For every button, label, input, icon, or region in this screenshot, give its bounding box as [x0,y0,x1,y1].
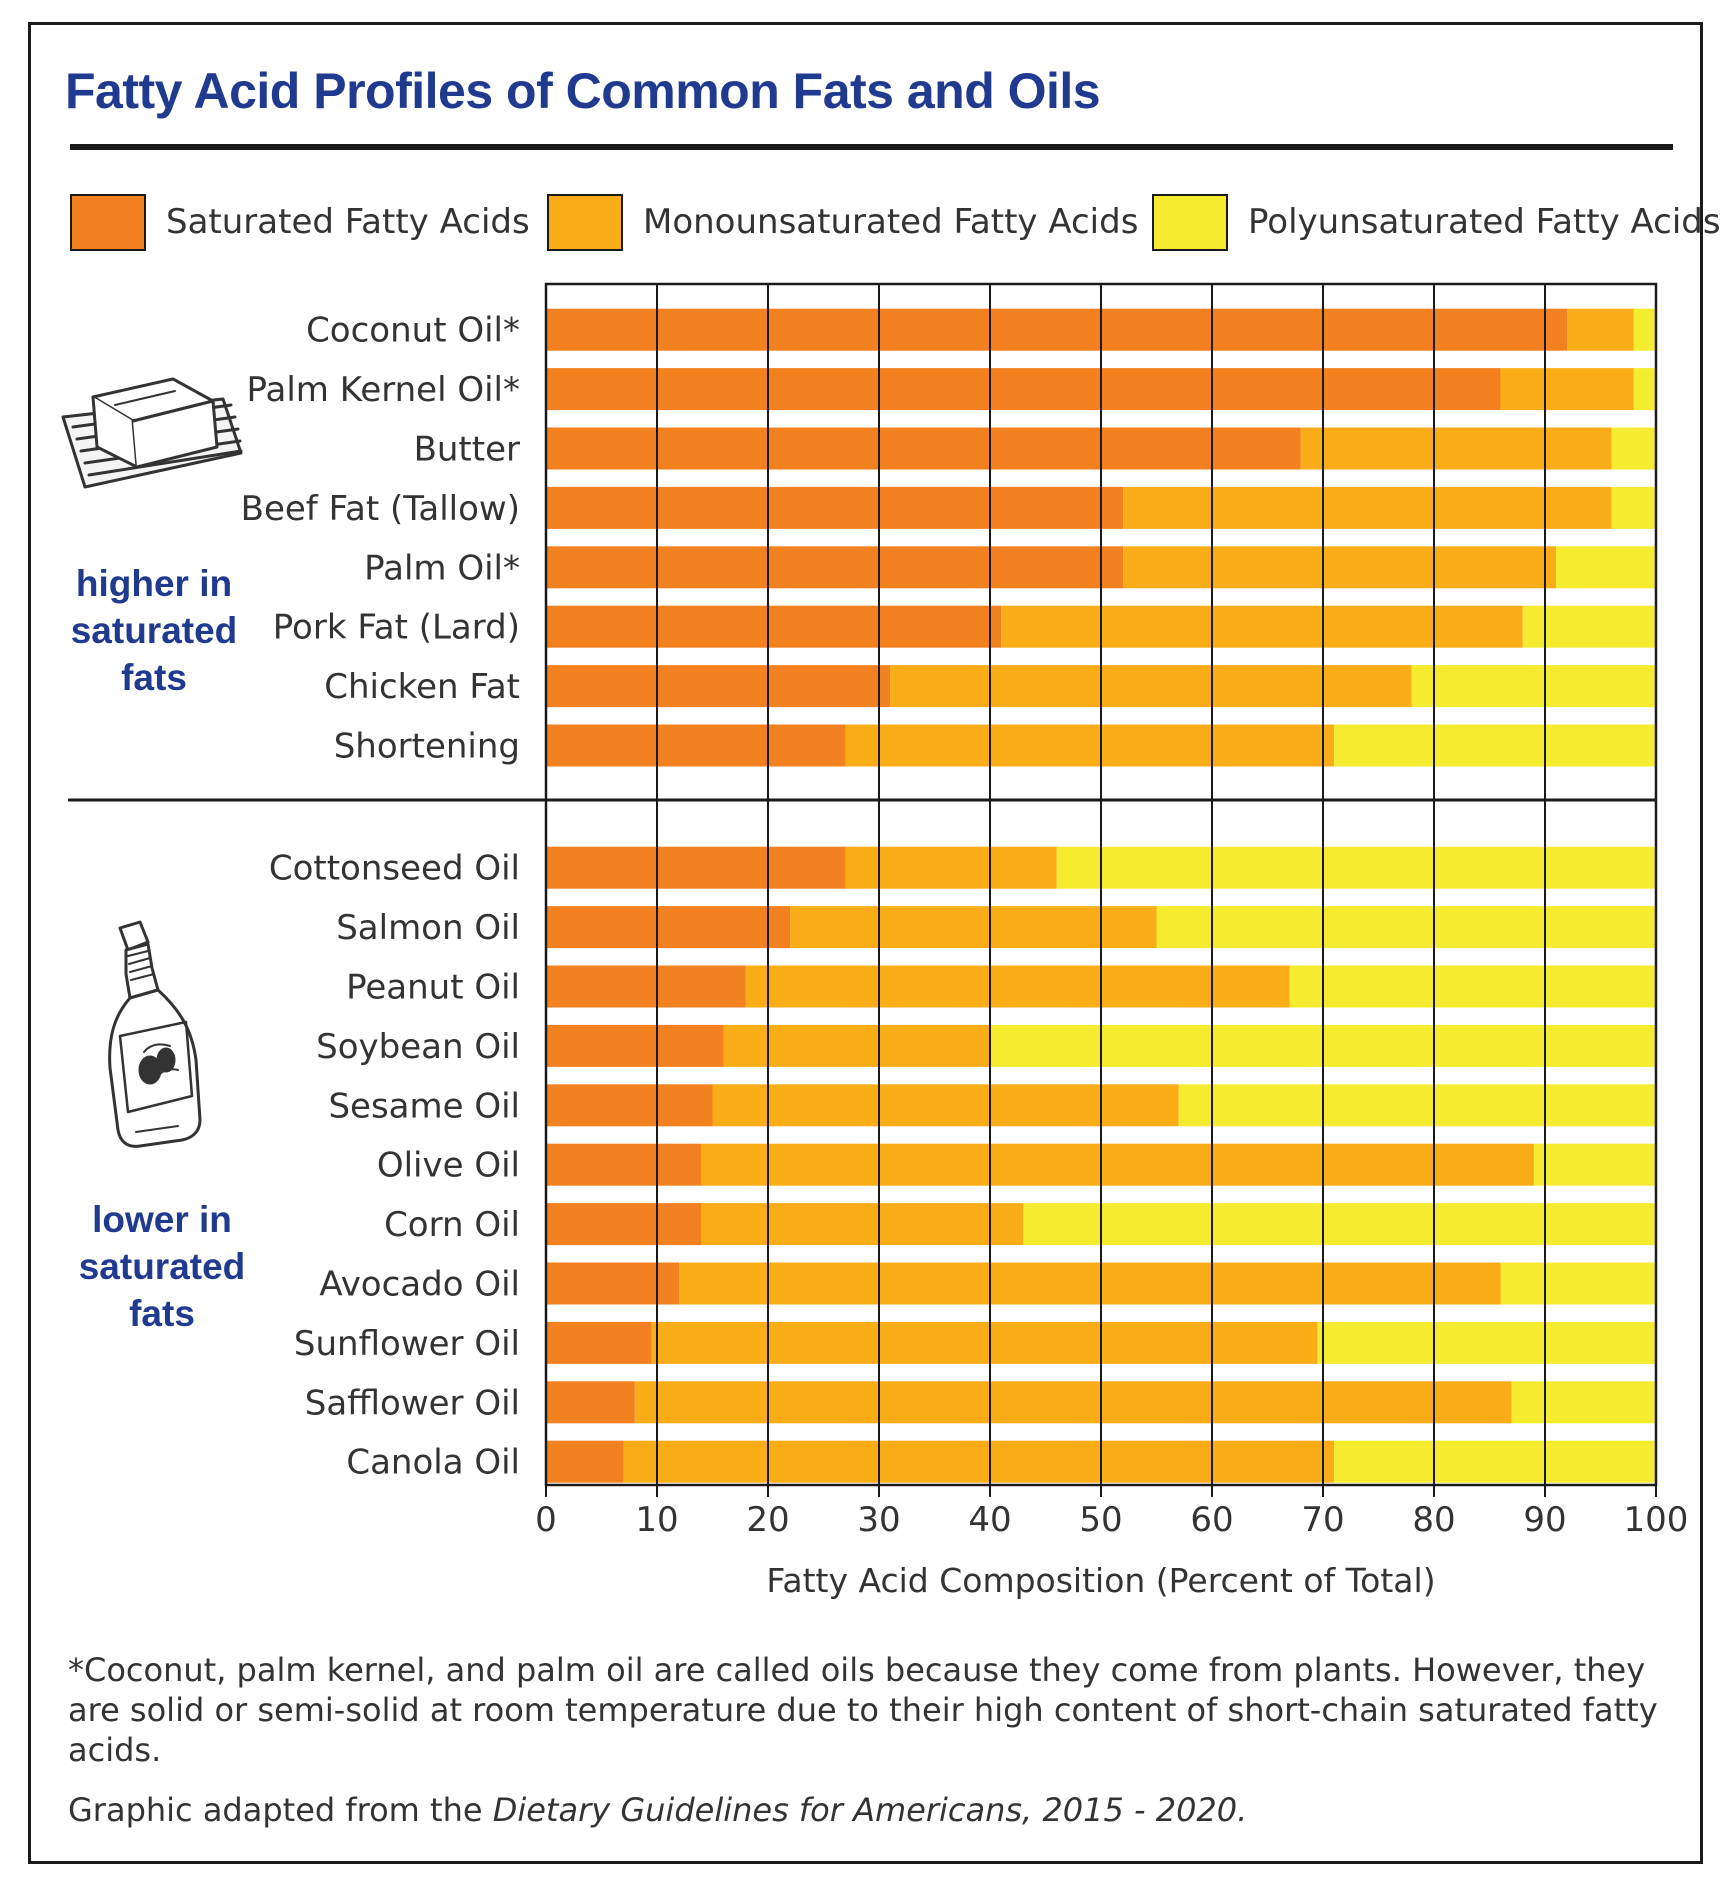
x-tick-label-100: 100 [1623,1500,1689,1540]
bar-palm-kernel-oil-polyunsaturated [1634,368,1656,410]
bar-shortening-monounsaturated [846,725,1334,767]
bar-palm-kernel-oil-monounsaturated [1501,368,1634,410]
bar-corn-oil-monounsaturated [701,1203,1023,1245]
legend-label-saturated: Saturated Fatty Acids [166,202,530,242]
bar-chicken-fat-polyunsaturated [1412,665,1656,707]
category-label-olive-oil: Olive Oil [376,1145,520,1186]
category-label-chicken-fat: Chicken Fat [324,667,520,708]
group-label-higher-line1: higher in [75,563,233,604]
category-label-shortening: Shortening [333,726,520,767]
bar-sunflower-oil-monounsaturated [651,1322,1317,1364]
bar-safflower-oil-monounsaturated [635,1381,1512,1423]
category-label-pork-fat-lard: Pork Fat (Lard) [272,607,520,648]
bar-avocado-oil-monounsaturated [679,1263,1500,1305]
category-label-sunflower-oil: Sunflower Oil [293,1323,520,1364]
chart-title: Fatty Acid Profiles of Common Fats and Oils [65,63,1101,119]
category-label-palm-kernel-oil: Palm Kernel Oil* [246,370,520,411]
bar-avocado-oil-saturated [546,1263,679,1305]
bar-sesame-oil-polyunsaturated [1179,1084,1656,1126]
footnote-line-1: *Coconut, palm kernel, and palm oil are called oils because they come from plants. However, they [68,1651,1646,1689]
group-label-higher-line2: saturated [70,610,238,651]
bar-corn-oil-polyunsaturated [1023,1203,1656,1245]
x-tick-label-80: 80 [1412,1500,1456,1540]
category-label-beef-fat-tallow: Beef Fat (Tallow) [240,488,520,529]
category-label-palm-oil: Palm Oil* [364,548,520,589]
bar-palm-kernel-oil-saturated [546,368,1501,410]
footnote-line-3: acids. [68,1731,162,1769]
bar-pork-fat-lard-polyunsaturated [1523,606,1656,648]
footnote [68,1650,1658,1770]
bar-canola-oil-saturated [546,1441,624,1483]
bar-peanut-oil-saturated [546,966,746,1008]
group-label-lower-line1: lower in [92,1199,232,1240]
legend-label-monounsaturated: Monounsaturated Fatty Acids [643,202,1139,242]
bar-canola-oil-polyunsaturated [1334,1441,1656,1483]
bar-palm-oil-monounsaturated [1123,546,1556,588]
bar-coconut-oil-monounsaturated [1567,309,1634,351]
category-label-coconut-oil: Coconut Oil* [306,310,520,351]
bar-beef-fat-tallow-saturated [546,487,1123,529]
x-tick-label-50: 50 [1079,1500,1123,1540]
bar-safflower-oil-polyunsaturated [1512,1381,1656,1423]
bar-butter-saturated [546,428,1301,470]
category-label-corn-oil: Corn Oil [384,1205,520,1246]
category-label-cottonseed-oil: Cottonseed Oil [268,848,520,889]
bar-chicken-fat-saturated [546,665,890,707]
x-tick-label-70: 70 [1301,1500,1345,1540]
x-tick-label-10: 10 [635,1500,679,1540]
category-label-salmon-oil: Salmon Oil [336,908,520,949]
bar-olive-oil-monounsaturated [701,1144,1534,1186]
bar-chicken-fat-monounsaturated [890,665,1412,707]
x-tick-label-30: 30 [857,1500,901,1540]
bar-beef-fat-tallow-polyunsaturated [1612,487,1656,529]
bar-coconut-oil-polyunsaturated [1634,309,1656,351]
bar-sesame-oil-saturated [546,1084,713,1126]
bar-peanut-oil-polyunsaturated [1290,966,1656,1008]
bar-shortening-polyunsaturated [1334,725,1656,767]
category-label-butter: Butter [413,429,520,470]
x-tick-label-40: 40 [968,1500,1012,1540]
group-label-lower-line3: fats [129,1293,195,1334]
legend-label-polyunsaturated: Polyunsaturated Fatty Acids [1248,202,1721,242]
source-title: Dietary Guidelines for Americans, 2015 - 2020. [492,1791,1248,1829]
category-label-sesame-oil: Sesame Oil [328,1086,520,1127]
bar-avocado-oil-polyunsaturated [1501,1263,1656,1305]
bar-beef-fat-tallow-monounsaturated [1123,487,1611,529]
bar-safflower-oil-saturated [546,1381,635,1423]
bar-butter-polyunsaturated [1612,428,1656,470]
bar-soybean-oil-monounsaturated [724,1025,990,1067]
category-label-avocado-oil: Avocado Oil [319,1264,520,1305]
group-label-lower-line2: saturated [78,1246,246,1287]
bar-shortening-saturated [546,725,846,767]
bar-olive-oil-polyunsaturated [1534,1144,1656,1186]
bar-pork-fat-lard-monounsaturated [1001,606,1523,648]
bar-cottonseed-oil-monounsaturated [846,847,1057,889]
x-tick-label-60: 60 [1190,1500,1234,1540]
bar-sunflower-oil-saturated [546,1322,651,1364]
bar-soybean-oil-saturated [546,1025,724,1067]
bar-sunflower-oil-polyunsaturated [1317,1322,1656,1364]
bar-canola-oil-monounsaturated [624,1441,1334,1483]
source-prefix: Graphic adapted from the [68,1791,493,1829]
category-label-safflower-oil: Safflower Oil [304,1383,520,1424]
category-label-peanut-oil: Peanut Oil [346,967,520,1008]
bar-coconut-oil-saturated [546,309,1567,351]
bar-salmon-oil-saturated [546,906,790,948]
bar-salmon-oil-polyunsaturated [1157,906,1657,948]
x-axis-label: Fatty Acid Composition (Percent of Total) [766,1561,1436,1600]
category-label-soybean-oil: Soybean Oil [316,1026,520,1067]
group-label-higher-line3: fats [121,657,187,698]
bar-pork-fat-lard-saturated [546,606,1001,648]
bar-corn-oil-saturated [546,1203,701,1245]
bar-olive-oil-saturated [546,1144,701,1186]
x-tick-label-0: 0 [535,1500,557,1540]
source-note [68,1790,1658,1830]
bar-sesame-oil-monounsaturated [713,1084,1179,1126]
x-tick-label-20: 20 [746,1500,790,1540]
category-label-canola-oil: Canola Oil [346,1442,520,1483]
bar-cottonseed-oil-saturated [546,847,846,889]
bar-cottonseed-oil-polyunsaturated [1057,847,1656,889]
bar-butter-monounsaturated [1301,428,1612,470]
bar-peanut-oil-monounsaturated [746,966,1290,1008]
x-tick-label-90: 90 [1523,1500,1567,1540]
bar-palm-oil-polyunsaturated [1556,546,1656,588]
footnote-line-2: are solid or semi-solid at room temperature due to their high content of short-chain saturated fatty [68,1691,1658,1729]
bar-palm-oil-saturated [546,546,1123,588]
